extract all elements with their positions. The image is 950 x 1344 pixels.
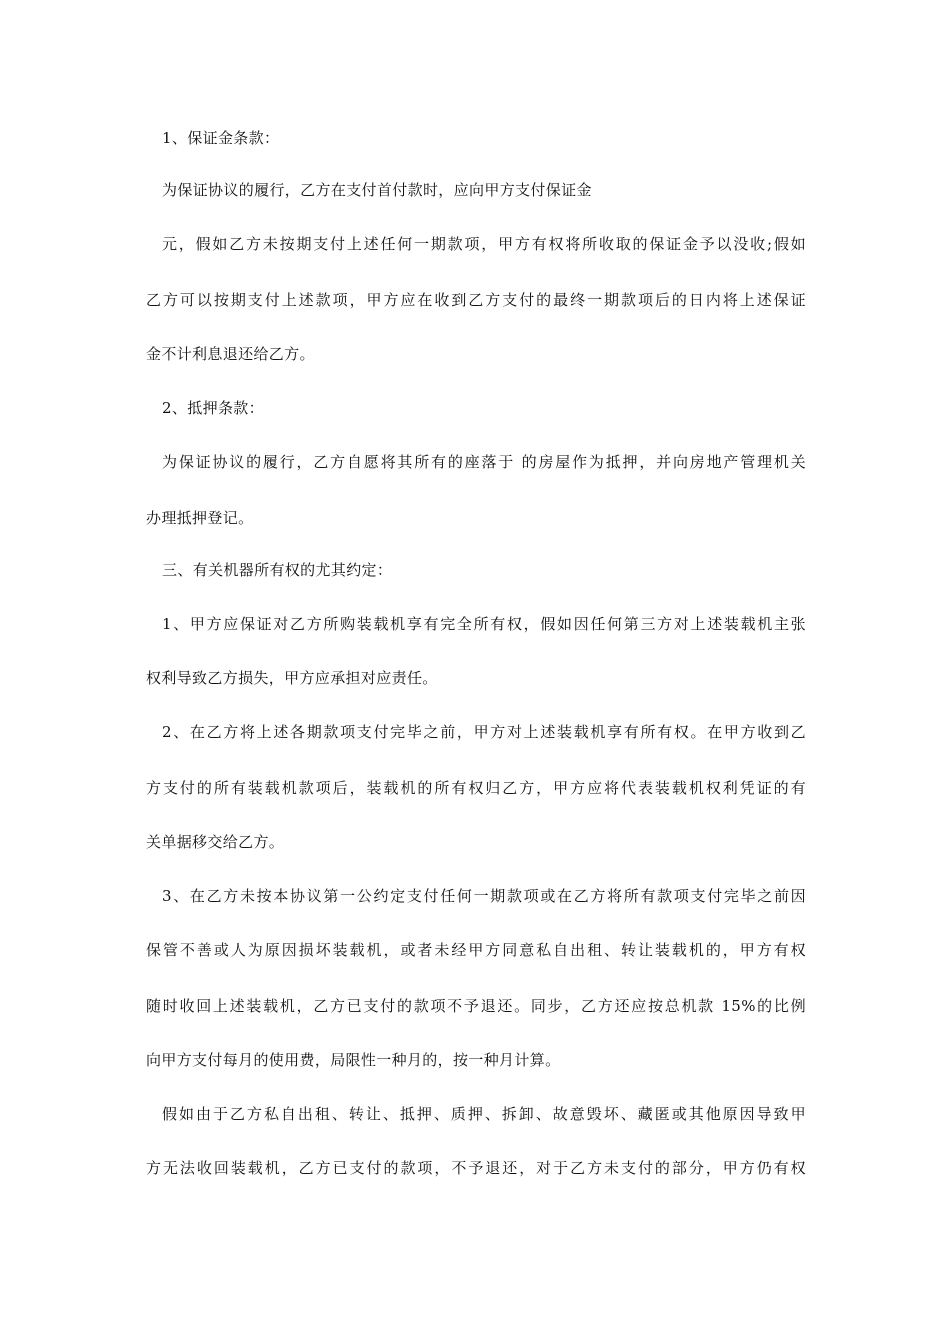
paragraph-line: 保管不善或人为原因损坏装载机，或者未经甲方同意私自出租、转让装载机的，甲方有权	[146, 941, 806, 959]
paragraph-line: 为保证协议的履行，乙方在支付首付款时，应向甲方支付保证金	[162, 181, 592, 199]
paragraph-line: 金不计利息退还给乙方。	[146, 345, 315, 363]
paragraph-line: 随时收回上述装载机，乙方已支付的款项不予退还。同步，乙方还应按总机款 15%的比例	[146, 997, 806, 1015]
paragraph-line: 元，假如乙方未按期支付上述任何一期款项，甲方有权将所收取的保证金予以没收;假如	[162, 235, 806, 253]
paragraph-line: 乙方可以按期支付上述款项，甲方应在收到乙方支付的最终一期款项后的日内将上述保证	[146, 291, 806, 309]
section-heading-ownership: 三、有关机器所有权的尤其约定：	[162, 561, 393, 579]
paragraph-line: 方无法收回装载机，乙方已支付的款项，不予退还，对于乙方未支付的部分，甲方仍有权	[146, 1159, 806, 1177]
clause-heading-mortgage: 2、抵押条款：	[162, 399, 264, 417]
paragraph-line: 权利导致乙方损失，甲方应承担对应责任。	[146, 669, 438, 687]
paragraph-line: 2、在乙方将上述各期款项支付完毕之前，甲方对上述装载机享有所有权。在甲方收到乙	[162, 723, 806, 741]
clause-heading-deposit: 1、保证金条款：	[162, 129, 280, 147]
paragraph-line: 为保证协议的履行，乙方自愿将其所有的座落于 的房屋作为抵押，并向房地产管理机关	[162, 453, 806, 471]
paragraph-line: 向甲方支付每月的使用费，局限性一种月的，按一种月计算。	[146, 1051, 561, 1069]
paragraph-line: 方支付的所有装载机款项后，装载机的所有权归乙方，甲方应将代表装载机权利凭证的有	[146, 779, 806, 797]
paragraph-line: 3、在乙方未按本协议第一公约定支付任何一期款项或在乙方将所有款项支付完毕之前因	[162, 887, 806, 905]
paragraph-line: 关单据移交给乙方。	[146, 833, 285, 851]
paragraph-line: 假如由于乙方私自出租、转让、抵押、质押、拆卸、故意毁坏、藏匿或其他原因导致甲	[162, 1105, 806, 1123]
paragraph-line: 1、甲方应保证对乙方所购装载机享有完全所有权，假如因任何第三方对上述装载机主张	[162, 615, 806, 633]
paragraph-line: 办理抵押登记。	[146, 509, 254, 527]
